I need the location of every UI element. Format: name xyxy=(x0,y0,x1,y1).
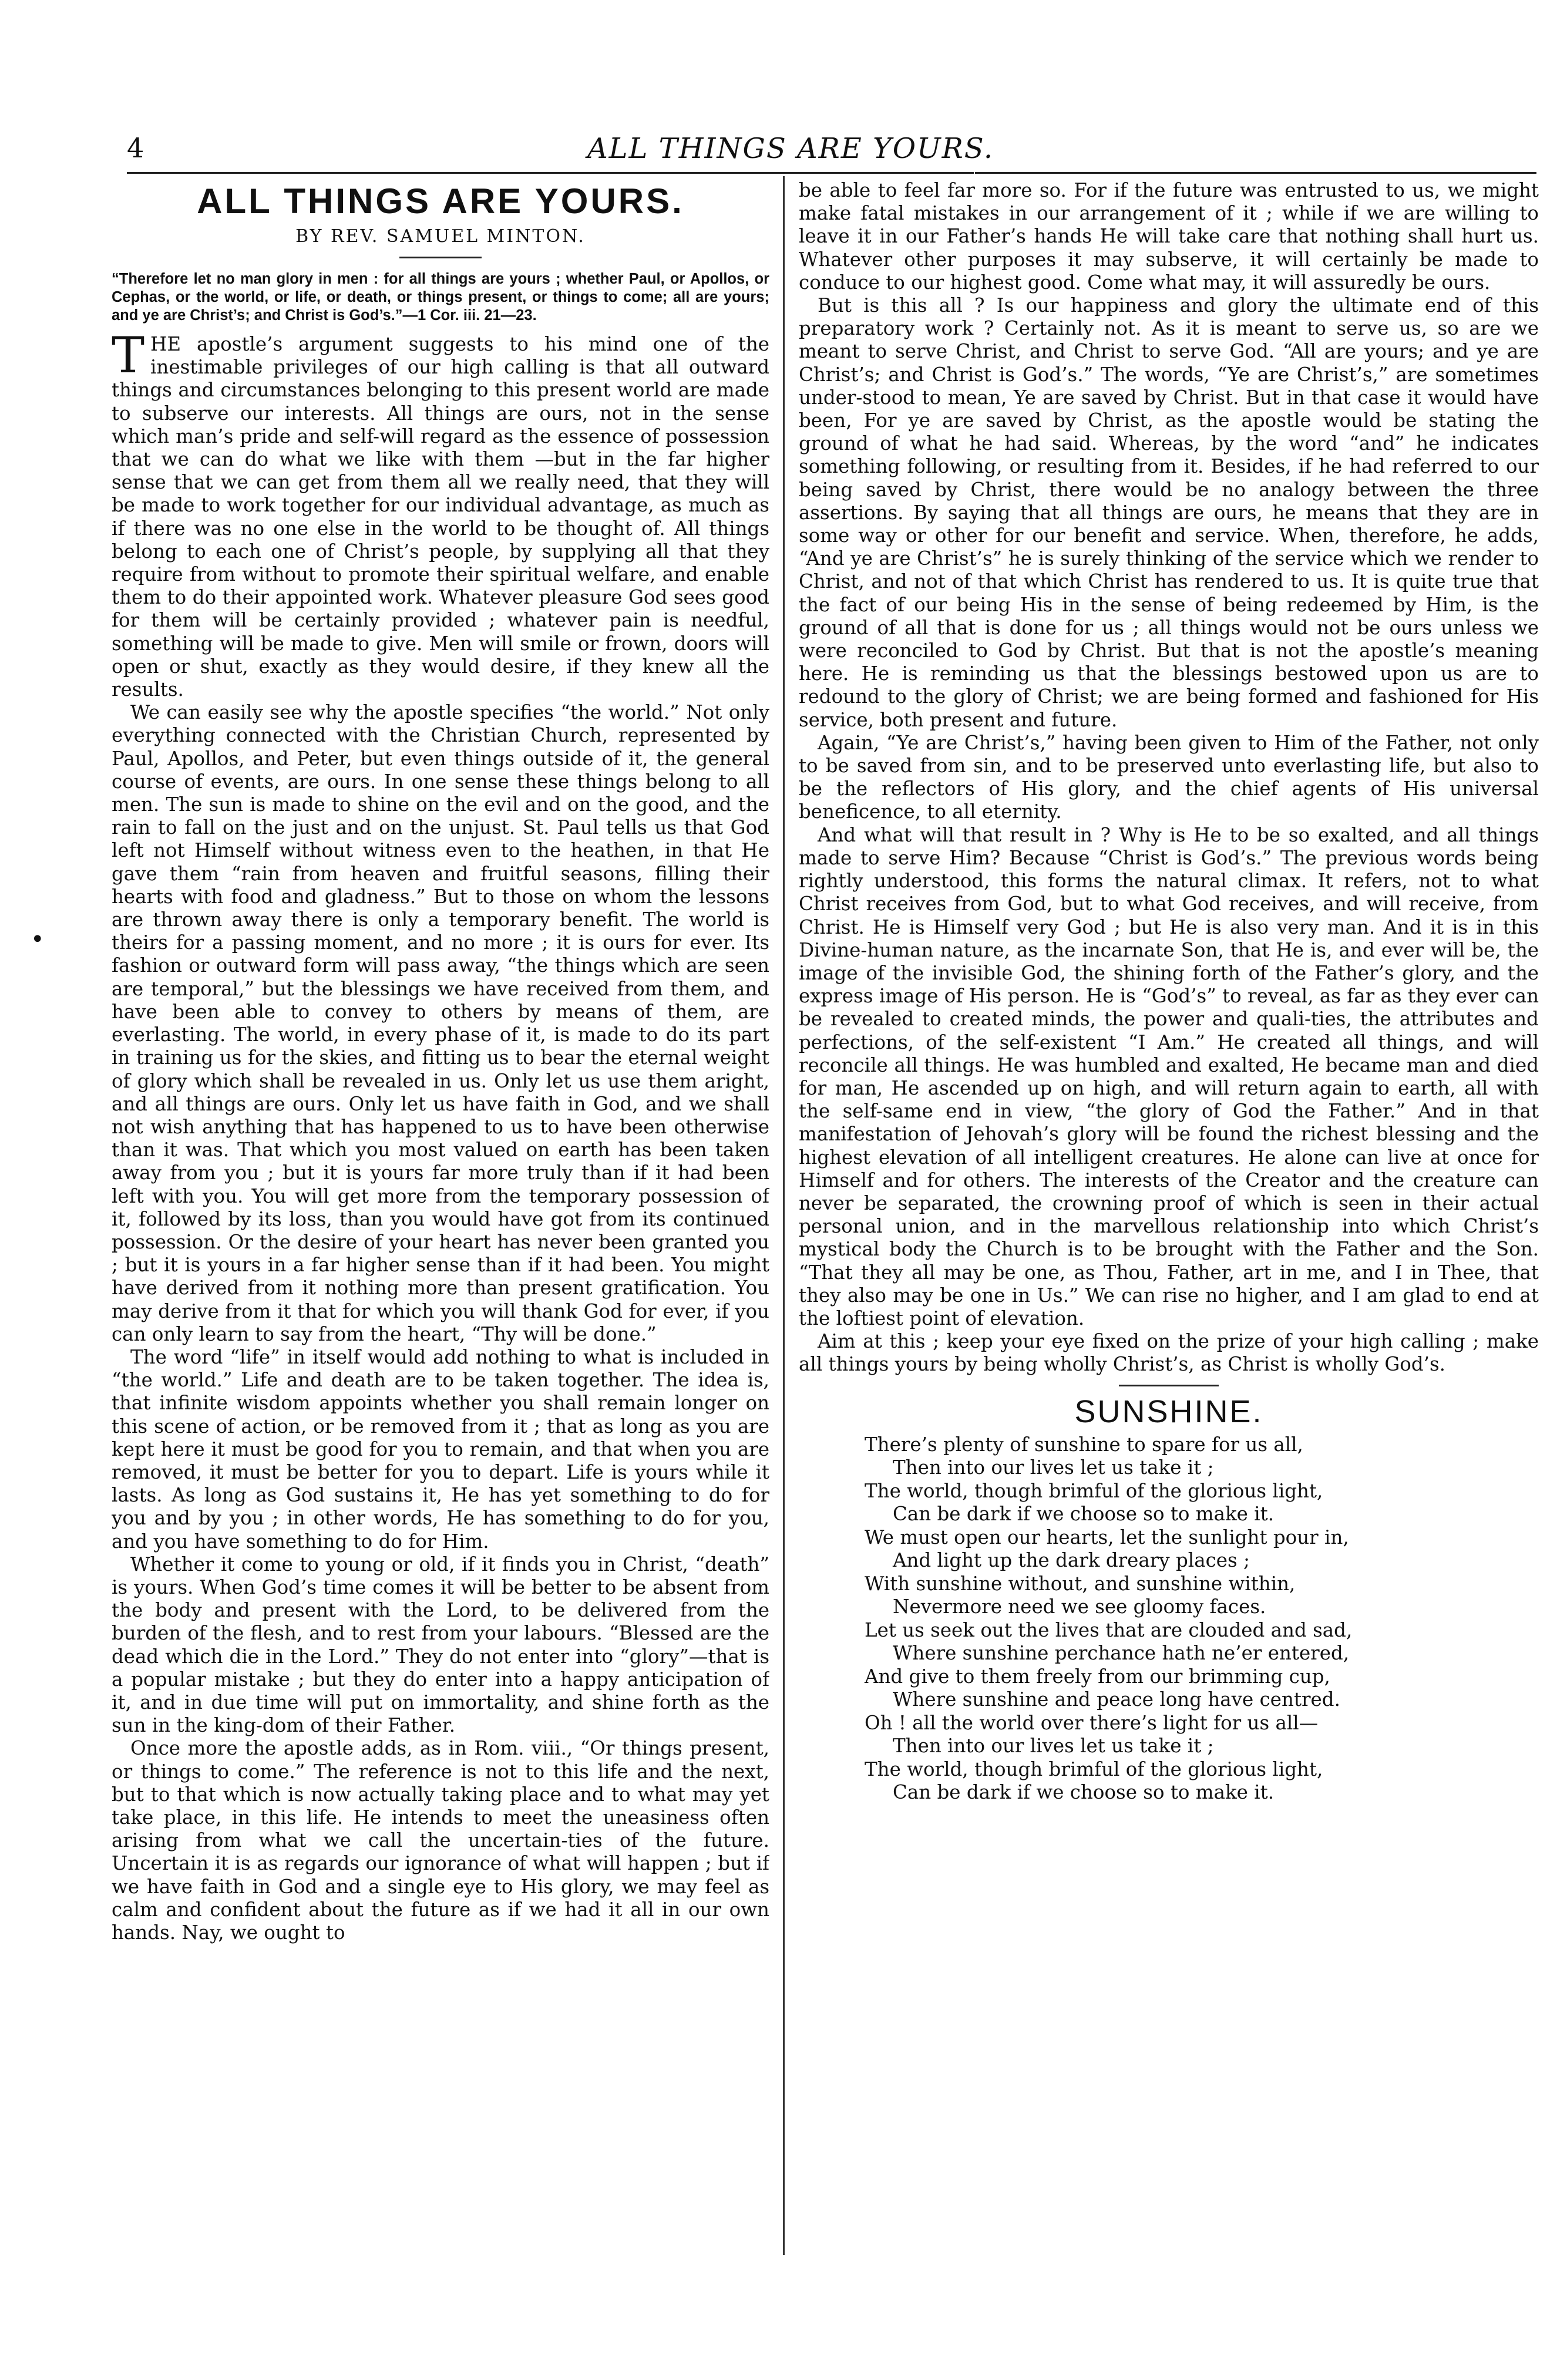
paragraph-text: Once more the apostle adds, as in Rom. viii., “Or things present, or things to come.” The reference is not to this life and the next, but to that which is now actually taking place and to what may yet take place, in this life. He intends to meet the uneasiness often arising from what we call the uncertain-ties of the future. Uncertain it is as regards our ignorance of what will happen ; but if we have faith in God and a single eye to His glory, we may feel as calm and confident about the future as if we had it all in our own hands. Nay, we ought to xyxy=(112,1737,769,1944)
article-paragraph xyxy=(112,326,769,701)
poem-line: The world, though brimful of the glorious light, xyxy=(865,1758,1323,1780)
article-byline: BY REV. SAMUEL MINTON. xyxy=(295,226,586,247)
poem-line: Where sunshine and peace long have centred. xyxy=(893,1688,1340,1711)
poem-line: With sunshine without, and sunshine within, xyxy=(865,1572,1296,1595)
poem-line: Let us seek out the lives that are clouded and sad, xyxy=(865,1618,1353,1641)
right-column-body xyxy=(799,179,1539,1376)
poem-line: Where sunshine perchance hath ne’er entered, xyxy=(893,1642,1350,1665)
poem-line: The world, though brimful of the glorious light, xyxy=(865,1479,1323,1502)
poem-stanza xyxy=(865,1433,1539,1526)
paragraph-text: Whether it come to young or old, if it finds you in Christ, “death” is yours. When God’s time comes it will be better to be absent from the body and present with the Lord, to be delivered from the burden of the flesh, and to rest from your labours. “Blessed are the dead which die in the Lord.” They do not enter into “glory”—that is a popular mistake ; but they do enter into a happy anticipation of it, and in due time will put on immortality, and shine forth as the sun in the king-dom of their Father. xyxy=(112,1553,769,1737)
paragraph-text: We can easily see why the apostle specifies “the world.” Not only everything connected with the Christian Church, represented by Paul, Apollos, and Peter, but even things outside of it, the general course of events, are ours. In one sense these things belong to all men. The sun is made to shine on the evil and on the good, and the rain to fall on the just and on the unjust. St. Paul tells us that God left not Himself without witness even to the heathen, in that He gave them “rain from heaven and fruitful seasons, filling their hearts with food and gladness.” But to those on whom the lessons are thrown away there is only a temporary benefit. The world is theirs for a passing moment, and no more ; it is ours for ever. Its fashion or outward form will pass away, “the things which are seen are temporal,” but the blessings we have received from them, and have been able to convey to others by means of them, are everlasting. The world, in every phase of it, is made to do its part in training us for the skies, and fitting us to bear the eternal weight of glory which shall be revealed in us. Only let us use them aright, and all things are ours. Only let us have faith in God, and we shall not wish anything that has happened to us to have been otherwise than it was. That which you most valued on earth has been taken away from you ; but it is yours far more truly than if it had been left with you. You will get more from the temporary possession of it, followed by its loss, than you would have got from its continued possession. Or the desire of your heart has never been granted you ; but it is yours in a far higher sense than if it had been. You might have derived from it nothing more than present gratification. You may derive from it that for which you will thank God for ever, if you can only learn to say from the heart, “Thy will be done.” xyxy=(112,701,769,1345)
poem-title: SUNSHINE. xyxy=(1074,1393,1263,1429)
left-column xyxy=(112,179,769,2322)
poem-stanza xyxy=(865,1619,1539,1712)
header-rule-left xyxy=(127,172,974,174)
article-paragraph xyxy=(799,179,1539,294)
paragraph-text: HE apostle’s argument suggests to his mind one of the inestimable privileges of our high calling is that all outward things and circumstances belonging to this present world are made to subserve our interests. All things are ours, not in the sense which man’s pride and self-will regard as the essence of possession that we can do what we like with them —but in the far higher sense that we can get from them all we really need, that they will be made to work together for our individual advantage, as much as if there was no one else in the world to be thought of. All things belong to each one of Christ’s people, by supplying all that they require from without to promote their spiritual welfare, and enable them to do their appointed work. Whatever pleasure God sees good for them will be certainly provided ; whatever pain is needful, something will be made to give. Men will smile or frown, doors will open or shut, exactly as they would desire, if they knew all the results. xyxy=(112,333,769,701)
article-paragraph xyxy=(112,1737,769,1944)
right-column xyxy=(799,179,1539,2328)
poem-stanza xyxy=(865,1526,1539,1619)
paragraph-text: The word “life” in itself would add nothing to what is included in “the world.” Life and death are to be taken together. The idea is, that infinite wisdom appoints whether you shall remain longer on this scene of action, or be removed from it ; that as long as you are kept here it must be good for you to remain, and that when you are removed, it must be better for you to depart. Life is yours while it lasts. As long as God sustains it, He has yet something to do for you and by you ; in other words, He has something to do for you, and you have something to do for Him. xyxy=(112,1345,769,1553)
poem-line: There’s plenty of sunshine to spare for us all, xyxy=(865,1433,1303,1456)
drop-cap: T xyxy=(112,326,145,384)
poem-line: Nevermore need we see gloomy faces. xyxy=(893,1595,1266,1618)
page-number: 4 xyxy=(127,132,144,164)
article-paragraph xyxy=(112,701,769,1346)
article-paragraph xyxy=(112,1346,769,1553)
poem-line: We must open our hearts, let the sunlight pour in, xyxy=(865,1526,1349,1548)
poem-stanza xyxy=(865,1712,1539,1805)
poem-body xyxy=(865,1433,1539,1805)
byline-rule xyxy=(399,257,482,258)
poem-line: And light up the dark dreary places ; xyxy=(893,1549,1250,1572)
paragraph-text: Again, “Ye are Christ’s,” having been given to Him of the Father, not only to be saved from sin, and to be preserved unto everlasting life, but also to be the reflectors of His glory, and the chief agents of His universal beneficence, to all eternity. xyxy=(799,731,1539,823)
left-column-body xyxy=(112,326,769,1944)
paragraph-text: Aim at this ; keep your eye fixed on the prize of your high calling ; make all things yours by being wholly Christ’s, as Christ is wholly God’s. xyxy=(799,1330,1539,1376)
article-paragraph xyxy=(799,1330,1539,1376)
column-divider xyxy=(783,176,785,2255)
margin-dot: • xyxy=(31,926,45,953)
poem-line: Then into our lives let us take it ; xyxy=(893,1456,1214,1479)
poem-line: Oh ! all the world over there’s light for us all— xyxy=(865,1711,1319,1734)
article-paragraph xyxy=(799,294,1539,732)
article-paragraph xyxy=(112,1553,769,1738)
poem-line: Can be dark if we choose so to make it. xyxy=(893,1781,1275,1804)
poem-line: Then into our lives let us take it ; xyxy=(893,1735,1214,1758)
paragraph-text: And what will that result in ? Why is He to be so exalted, and all things made to serve Him? Because “Christ is God’s.” The previous words being rightly understood, this forms the natural climax. It refers, not to what Christ receives from God, but to what God receives, and will receive, from Christ. He is Himself very God ; but He is also very man. And it is in this Divine-human nature, as the incarnate Son, that He is, and ever will be, the image of the invisible God, the shining forth of the Father’s glory, and the express image of His person. He is “God’s” to reveal, as far as they ever can be revealed to created minds, the power and quali-ties, the attributes and perfections, of the self-existent “I Am.” He created all things, and will reconcile all things. He was humbled and exalted, He became man and died for man, He ascended up on high, and will return again to earth, all with the self-same end in view, “the glory of God the Father.” And in that manifestation of Jehovah’s glory will be found the richest blessing and the highest elevation of all intelligent creatures. He alone can live at once for Himself and for others. The interests of the Creator and the creature can never be separated, the crowning proof of which is seen in their actual personal union, and in the marvellous relationship into which Christ’s mystical body the Church is to be brought with the Father and the Son. “That they all may be one, as Thou, Father, art in me, and I in Thee, that they also may be one in Us.” We can rise no higher, and I am glad to end at the loftiest point of elevation. xyxy=(799,823,1539,1329)
article-paragraph xyxy=(799,824,1539,1330)
header-rule-right xyxy=(975,172,1536,174)
poem-separator-rule xyxy=(1119,1385,1219,1386)
poem-line: Can be dark if we choose so to make it. xyxy=(893,1503,1275,1526)
running-title: ALL THINGS ARE YOURS. xyxy=(587,132,994,165)
poem-line: And give to them freely from our brimming cup, xyxy=(865,1665,1330,1688)
article-paragraph xyxy=(799,732,1539,824)
article-epigraph: “Therefore let no man glory in men : for all things are yours ; whether Paul, or Apollos, or Cephas, or the world, or life, or death, or things present, or things to come; all are yours; and ye are Christ’s; and Christ is God’s.”—1 Cor. iii. 21—23. xyxy=(112,271,769,324)
paragraph-text: be able to feel far more so. For if the future was entrusted to us, we might make fatal mistakes in our arrangement of it ; while if we are willing to leave it in our Father’s hands He will take care that nothing shall hurt us. Whatever other purposes it may subserve, it will certainly be made to conduce to our highest good. Come what may, it will assuredly be ours. xyxy=(799,179,1539,294)
paragraph-text: But is this all ? Is our happiness and glory the ultimate end of this preparatory work ? Certainly not. As it is meant to serve us, so are we meant to serve Christ, and Christ to serve God. “All are yours; and ye are Christ’s; and Christ is God’s.” The words, “Ye are Christ’s,” are sometimes under-stood to mean, Ye are saved by Christ. But in that case it would have been, For ye are saved by Christ, as the apostle would be stating the ground of what he had said. Whereas, by the word “and” he indicates something following, or resulting from it. Besides, if he had referred to our being saved by Christ, there would be no analogy between the three assertions. By saying that all things are ours, he means that they are in some way or other for our benefit and service. When, therefore, he adds, “And ye are Christ’s” he is surely thinking of the service which we render to Christ, and not of that which Christ has rendered to us. It is quite true that the fact of our being His in the sense of being redeemed by Him, is the ground of all that is done for us ; all things would not be ours unless we were reconciled to God by Christ. But that is not the apostle’s meaning here. He is reminding us that the blessings bestowed upon us are to redound to the glory of Christ; we are being formed and fashioned for His service, both present and future. xyxy=(799,294,1539,731)
running-header xyxy=(0,132,1567,173)
article-title: ALL THINGS ARE YOURS. xyxy=(197,181,684,221)
